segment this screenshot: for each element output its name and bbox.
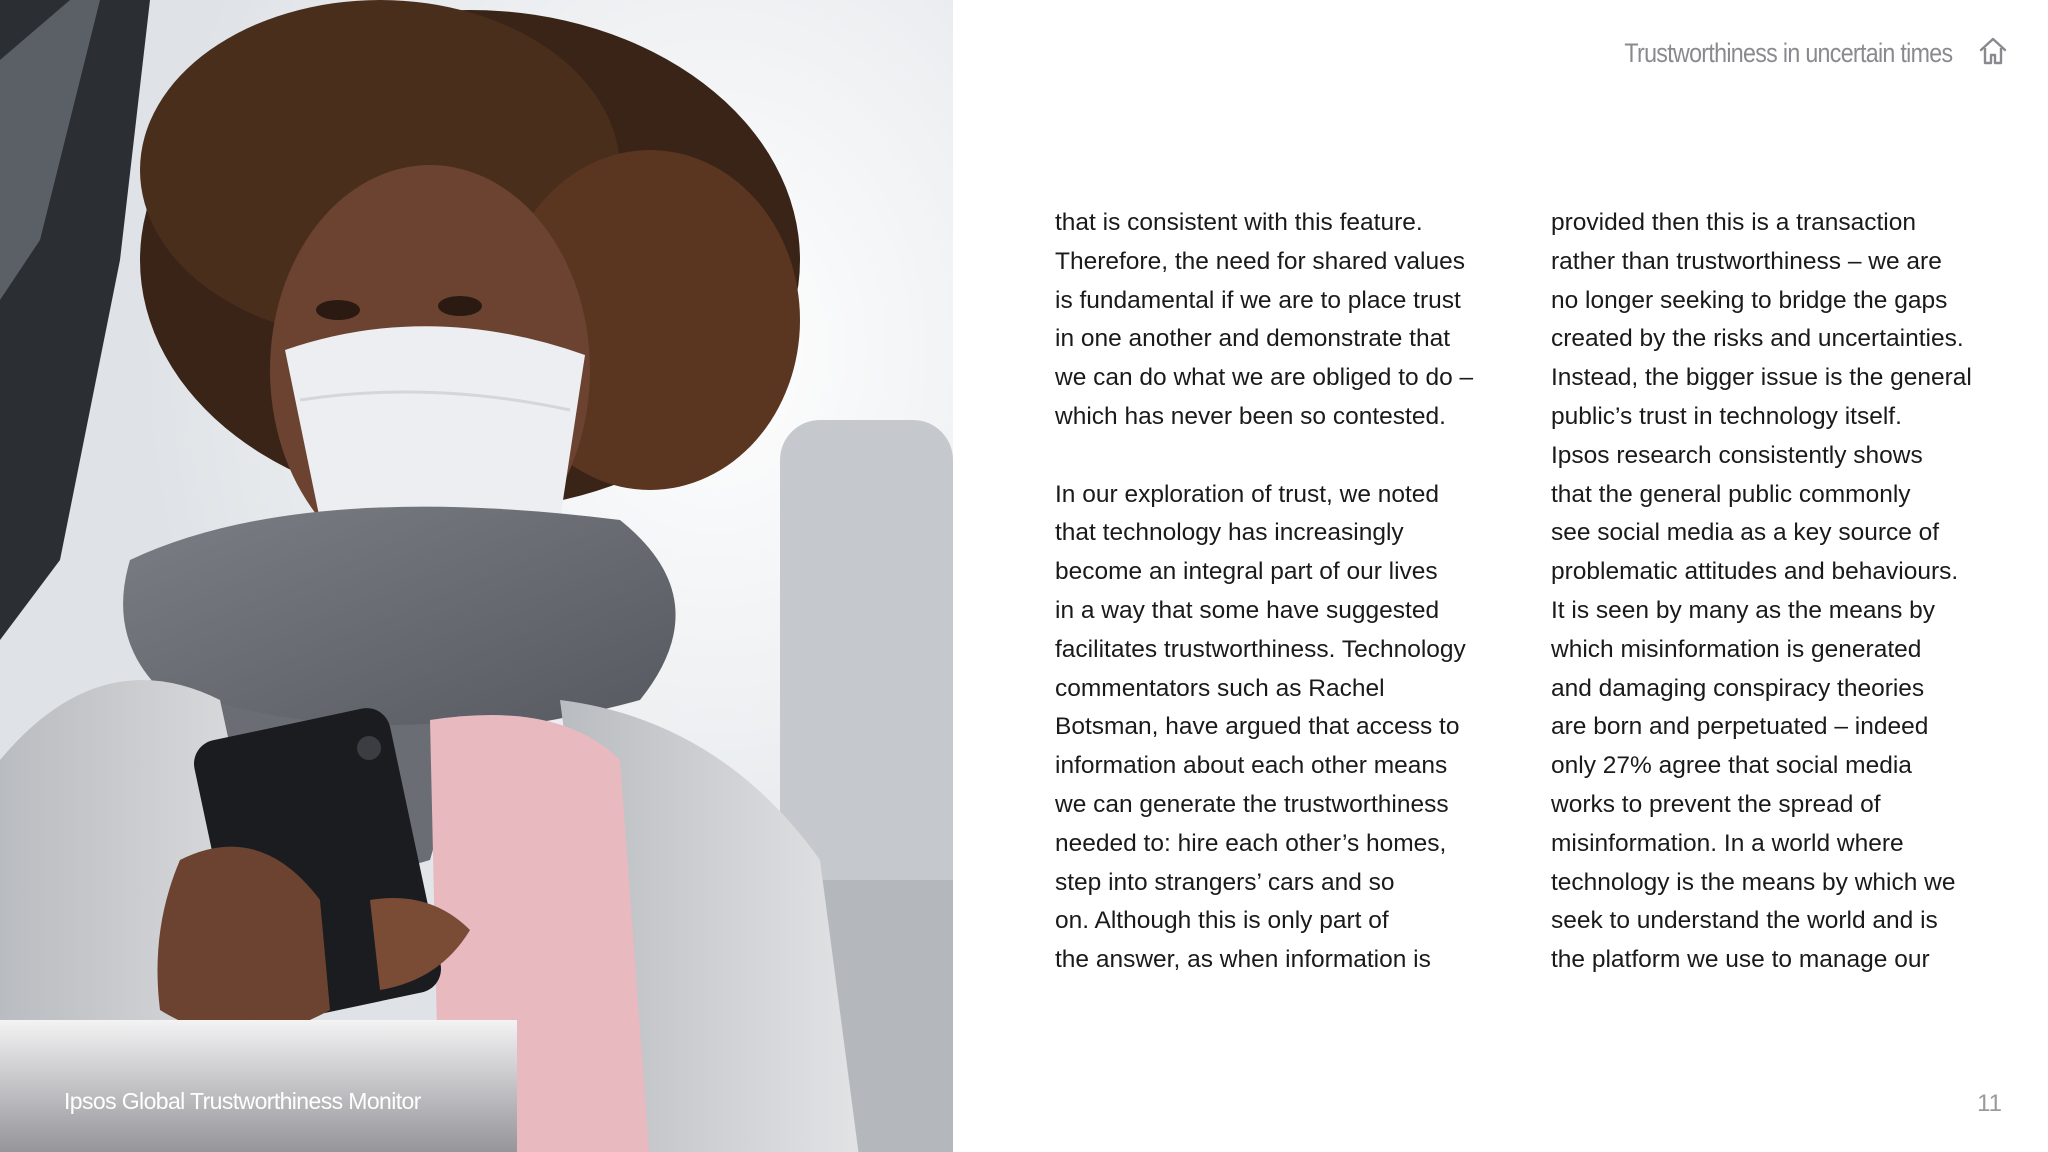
text-line: technology is the means by which we [1551, 868, 1956, 896]
paragraph-spacer [1055, 437, 1525, 476]
text-line: the platform we use to manage our [1551, 946, 1930, 974]
text-line: we can do what we are obliged to do – [1055, 364, 1474, 392]
text-line: needed to: hire each other’s homes, [1055, 829, 1447, 857]
page-number: 11 [1977, 1090, 2002, 1117]
photo-woman-in-car-with-mask-icon [0, 0, 953, 1152]
text-line: Instead, the bigger issue is the general [1551, 364, 1972, 392]
text-column-right [1551, 204, 2021, 980]
text-line: facilitates trustworthiness. Technology [1055, 635, 1466, 663]
text-line: that the general public commonly [1551, 480, 1911, 508]
text-line: works to prevent the spread of [1551, 790, 1881, 818]
text-line: commentators such as Rachel [1055, 674, 1385, 702]
text-line: provided then this is a transaction [1551, 209, 1916, 236]
text-line: that is consistent with this feature. [1055, 209, 1423, 236]
text-line: Therefore, the need for shared values [1055, 247, 1465, 275]
paragraph [1055, 476, 1525, 980]
text-line: Ipsos research consistently shows [1551, 441, 1923, 469]
text-line: which has never been so contested. [1055, 402, 1446, 430]
text-line: is fundamental if we are to place trust [1055, 286, 1461, 314]
text-line: and damaging conspiracy theories [1551, 674, 1925, 702]
text-line: which misinformation is generated [1551, 635, 1922, 663]
text-line: the answer, as when information is [1055, 946, 1431, 974]
text-column-left [1055, 204, 1525, 980]
text-line: no longer seeking to bridge the gaps [1551, 286, 1948, 314]
section-title: Trustworthiness in uncertain times [1623, 38, 1952, 68]
text-line: that technology has increasingly [1055, 519, 1404, 547]
text-line: on. Although this is only part of [1055, 907, 1389, 935]
text-line: In our exploration of trust, we noted [1055, 480, 1440, 508]
text-line: seek to understand the world and is [1551, 907, 1938, 935]
text-line: public’s trust in technology itself. [1551, 402, 1902, 430]
text-line: rather than trustworthiness – we are [1551, 247, 1942, 275]
publication-name: Ipsos Global Trustworthiness Monitor [64, 1088, 421, 1114]
text-line: It is seen by many as the means by [1551, 596, 1936, 624]
cover-photo [0, 0, 953, 1152]
text-line: we can generate the trustworthiness [1055, 790, 1449, 818]
text-line: created by the risks and uncertainties. [1551, 325, 1964, 353]
text-line: become an integral part of our lives [1055, 558, 1438, 586]
text-line: in one another and demonstrate that [1055, 325, 1451, 353]
paragraph [1551, 204, 2021, 980]
text-line: are born and perpetuated – indeed [1551, 713, 1929, 741]
text-line: step into strangers’ cars and so [1055, 868, 1395, 896]
text-line: Botsman, have argued that access to [1055, 713, 1460, 741]
text-line: only 27% agree that social media [1551, 752, 1912, 780]
text-line: information about each other means [1055, 752, 1448, 780]
text-line: misinformation. In a world where [1551, 829, 1904, 857]
home-icon[interactable] [1978, 36, 2008, 66]
paragraph [1055, 204, 1525, 437]
text-line: problematic attitudes and behaviours. [1551, 558, 1959, 586]
text-line: in a way that some have suggested [1055, 596, 1440, 624]
text-line: see social media as a key source of [1551, 519, 1940, 547]
footer-banner [0, 1020, 517, 1152]
